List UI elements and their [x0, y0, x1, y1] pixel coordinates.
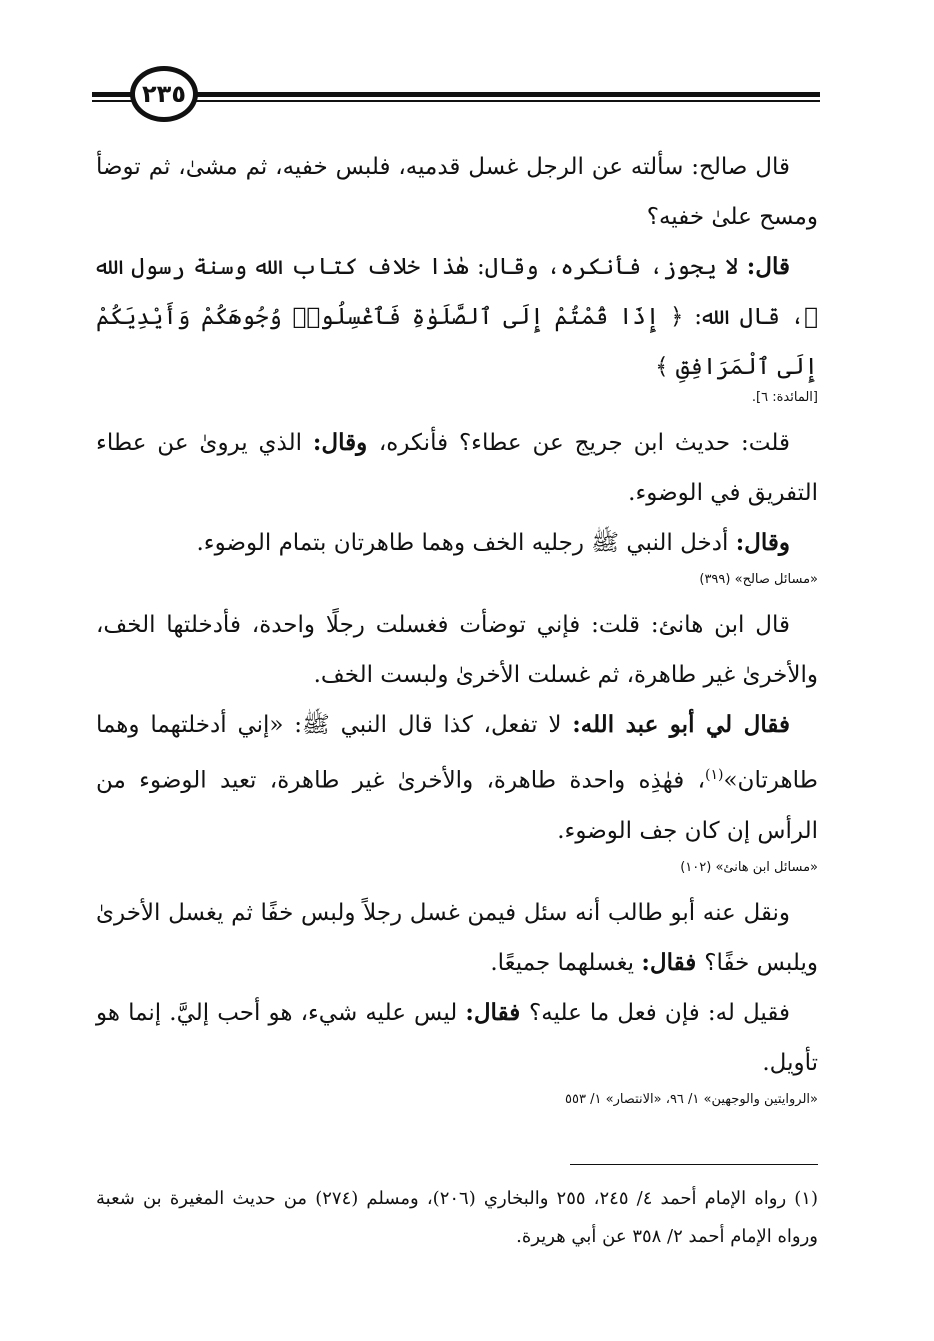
paragraph-2-text: لا يجوز، فأنكره، وقال: هٰذا خلاف كتاب الله وسنة رسول الله ﷺ، قال الله: ﴿ إِذَا قُمْتُمْ إِلَى ٱلصَّلَوٰةِ فَٱغْسِلُوا۟ وُجُوهَكُمْ وَأَيْدِيَكُمْ إِلَى ٱلْمَرَافِقِ ﴾: [96, 254, 818, 380]
paragraph-7-bold: فقال:: [641, 948, 705, 976]
paragraph-7: [96, 888, 818, 988]
page-header: [92, 66, 820, 126]
paragraph-4-lead: وقال:: [735, 529, 790, 556]
header-rule-thin: [92, 100, 820, 102]
paragraph-6-rest: ، فهٰذِه واحدة طاهرة، والأخرىٰ غير طاهرة، تعيد الوضوء من الرأس إن كان جف الوضوء.: [96, 767, 818, 844]
paragraph-3: [96, 418, 818, 518]
paragraph-6-lead: فقال لي أبو عبد الله:: [572, 711, 790, 738]
paragraph-4: [96, 518, 818, 568]
main-text: [96, 142, 818, 1120]
paragraph-6: [96, 700, 818, 856]
paragraph-2: [96, 242, 818, 392]
source-reference-3: «الروايتين والوجهين» ١/ ٩٦، «الانتصار» ١/ ٥٥٣: [565, 1091, 818, 1107]
paragraph-3-text: الذي يروىٰ عن عطاء التفريق في الوضوء.: [96, 430, 818, 506]
quran-reference: [المائدة: ٦].: [751, 390, 818, 405]
paragraph-3-lead: قلت: حديث ابن جريج عن عطاء؟ فأنكره،: [378, 430, 790, 456]
paragraph-8: [96, 988, 818, 1088]
paragraph-8-lead: فقيل له: فإن فعل ما عليه؟: [528, 999, 790, 1026]
paragraph-7-text: يغسلهما جميعًا.: [490, 949, 642, 976]
paragraph-8-bold: فقال:: [465, 998, 529, 1026]
source-reference-2: «مسائل ابن هانئ» (١٠٢): [680, 859, 818, 875]
footnote-1: (١) رواه الإمام أحمد ٤/ ٢٤٥، ٢٥٥ والبخاري (٢٠٦)، ومسلم (٢٧٤) من حديث المغيرة بن شعبة ورواه الإمام أحمد ٢/ ٣٥٨ عن أبي هريرة.: [96, 1188, 818, 1247]
paragraph-7-lead: ونقل عنه أبو طالب أنه سئل فيمن غسل رجلاً ولبس خفًا ثم يغسل الأخرىٰ ويلبس خفًا؟: [96, 899, 818, 976]
source-reference-1: «مسائل صالح» (٣٩٩): [699, 572, 818, 587]
paragraph-5: قال ابن هانئ: قلت: فإني توضأت فغسلت رجلًا واحدة، فأدخلتها الخف، والأخرىٰ غير طاهرة، ثم غسلت الأخرىٰ ولبست الخف.: [96, 612, 818, 688]
page-number: ٢٣٥: [142, 80, 186, 108]
footnote-separator: [570, 1164, 818, 1165]
paragraph-3-bold: وقال:: [312, 429, 379, 456]
footnote-area: [96, 1180, 818, 1256]
paragraph-2-lead: قال:: [746, 253, 790, 280]
paragraph-4-text: أدخل النبي ﷺ رجليه الخف وهما طاهرتان بتمام الوضوء.: [196, 530, 736, 556]
paragraph-6-text: لا تفعل، كذا قال النبي ﷺ: «إني أدخلتهما وهما طاهرتان»: [96, 712, 818, 794]
header-rule-thick: [92, 92, 820, 97]
paragraph-8-text: ليس عليه شيء، هو أحب إليَّ. إنما هو تأويل.: [96, 999, 818, 1076]
footnote-marker[interactable]: (١): [705, 767, 724, 783]
page-number-badge: [130, 66, 198, 122]
paragraph-1: قال صالح: سألته عن الرجل غسل قدميه، فلبس خفيه، ثم مشىٰ، ثم توضأ ومسح علىٰ خفيه؟: [96, 154, 818, 230]
